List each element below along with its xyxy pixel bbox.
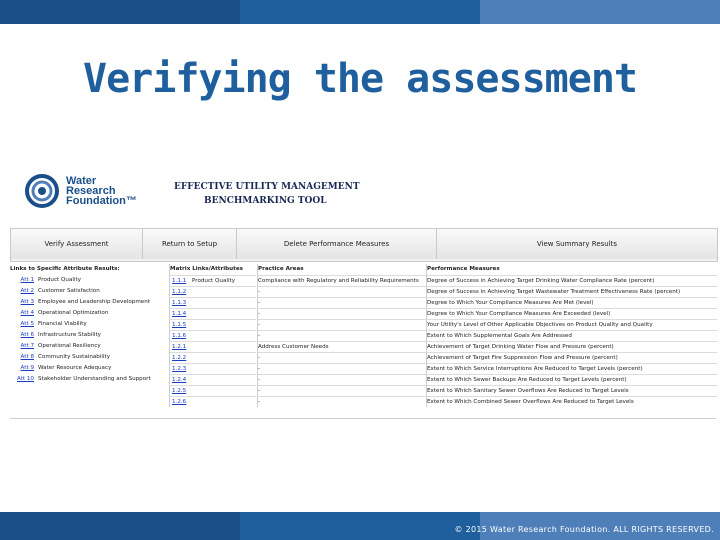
- performance-measure-cell: Degree of Success in Achieving Target Wastewater Treatment Effectiveness Rate (percent): [427, 286, 717, 297]
- metric-row: [170, 374, 256, 385]
- top-band: [0, 0, 720, 24]
- attribute-link[interactable]: Att 9: [20, 365, 34, 371]
- practice-areas-column: [257, 264, 426, 407]
- metric-link[interactable]: 1.1.3: [172, 300, 187, 306]
- performance-measure-cell: Degree to Which Your Compliance Measures Are Exceeded (level): [427, 308, 717, 319]
- performance-measure-cell: Degree of Success in Achieving Target Drinking Water Compliance Rate (percent): [427, 275, 717, 286]
- metric-row: [170, 363, 256, 374]
- performance-measures-column: [426, 264, 717, 407]
- metric-link[interactable]: 1.1.5: [172, 322, 187, 328]
- attribute-row: [10, 286, 168, 297]
- column-header: Performance Measures: [427, 266, 500, 272]
- attribute-row: [10, 297, 168, 308]
- performance-measure-cell: Your Utility's Level of Other Applicable Objectives on Product Quality and Quality: [427, 319, 717, 330]
- practice-area-cell: Address Customer Needs: [258, 341, 426, 352]
- metric-link[interactable]: 1.2.6: [172, 399, 187, 405]
- metric-row: [170, 352, 256, 363]
- attribute-label: Employee and Leadership Development: [38, 299, 150, 305]
- column-header: Matrix Links/Attributes: [170, 266, 243, 272]
- attribute-label: Product Quality: [38, 277, 82, 283]
- metric-link[interactable]: 1.1.1: [172, 278, 187, 284]
- performance-measure-cell: Degree to Which Your Compliance Measures Are Met (level): [427, 297, 717, 308]
- attribute-row: [10, 275, 168, 286]
- attribute-row: [10, 352, 168, 363]
- metric-row: [170, 308, 256, 319]
- attribute-link[interactable]: Att 7: [20, 343, 34, 349]
- metric-row: [170, 341, 256, 352]
- attribute-label: Infrastructure Stability: [38, 332, 101, 338]
- attribute-row: [10, 308, 168, 319]
- tool-title: EFFECTIVE UTILITY MANAGEMENT BENCHMARKING TOOL: [174, 182, 360, 206]
- practice-area-cell: -: [258, 319, 426, 330]
- practice-area-cell: -: [258, 297, 426, 308]
- attribute-label: Community Sustainability: [38, 354, 111, 360]
- toolbar: [10, 228, 718, 262]
- metric-label: Product Quality: [192, 278, 236, 284]
- practice-area-cell: -: [258, 286, 426, 297]
- performance-measure-cell: Extent to Which Supplemental Goals Are Addressed: [427, 330, 717, 341]
- practice-area-cell: -: [258, 363, 426, 374]
- performance-measure-cell: Extent to Which Sewer Backups Are Reduced to Target Levels (percent): [427, 374, 717, 385]
- attribute-row: [10, 341, 168, 352]
- metric-row: [170, 396, 256, 407]
- metric-row: [170, 385, 256, 396]
- metric-row: [170, 286, 256, 297]
- copyright-footer: © 2015 Water Research Foundation. ALL RIGHTS RESERVED.: [454, 525, 714, 534]
- metric-link[interactable]: 1.2.5: [172, 388, 187, 394]
- logo-text: Water Research Foundation™: [66, 175, 137, 207]
- logo-rings-icon: [24, 171, 64, 211]
- practice-area-cell: -: [258, 330, 426, 341]
- attribute-row: [10, 363, 168, 374]
- slide-title: Verifying the assessment: [83, 56, 637, 102]
- performance-measure-cell: Extent to Which Combined Sewer Overflows Are Reduced to Target Levels: [427, 396, 717, 407]
- attribute-row: [10, 330, 168, 341]
- column-header: Practice Areas: [258, 266, 304, 272]
- column-header: Links to Specific Attribute Results:: [10, 266, 120, 272]
- attribute-link[interactable]: Att 8: [20, 354, 34, 360]
- attribute-row: [10, 374, 168, 385]
- metric-link[interactable]: 1.1.2: [172, 289, 187, 295]
- matrix-links-column: [169, 264, 256, 407]
- practice-area-cell: -: [258, 308, 426, 319]
- attribute-row: [10, 319, 168, 330]
- metric-link[interactable]: 1.2.2: [172, 355, 187, 361]
- attribute-label: Financial Viability: [38, 321, 87, 327]
- attribute-link[interactable]: Att 10: [16, 376, 34, 382]
- water-research-foundation-logo: [24, 168, 164, 214]
- verify-assessment-button[interactable]: Verify Assessment: [11, 229, 143, 259]
- delete-performance-measures-button[interactable]: Delete Performance Measures: [237, 229, 437, 259]
- attribute-link[interactable]: Att 4: [20, 310, 34, 316]
- attribute-label: Customer Satisfaction: [38, 288, 100, 294]
- performance-measure-cell: Achievement of Target Drinking Water Flow and Pressure (percent): [427, 341, 717, 352]
- attribute-link[interactable]: Att 1: [20, 277, 34, 283]
- attribute-links-column: [10, 264, 168, 385]
- metric-row: [170, 319, 256, 330]
- return-to-setup-button[interactable]: Return to Setup: [143, 229, 237, 259]
- view-summary-results-button[interactable]: View Summary Results: [437, 229, 717, 259]
- metric-link[interactable]: 1.2.4: [172, 377, 187, 383]
- performance-measure-cell: Achievement of Target Fire Suppression Flow and Pressure (percent): [427, 352, 717, 363]
- practice-area-cell: Compliance with Regulatory and Reliability Requirements: [258, 275, 426, 286]
- metric-link[interactable]: 1.1.6: [172, 333, 187, 339]
- attribute-link[interactable]: Att 2: [20, 288, 34, 294]
- attribute-link[interactable]: Att 6: [20, 332, 34, 338]
- embedded-tool-screenshot: [10, 166, 718, 418]
- performance-measure-cell: Extent to Which Service Interruptions Are Reduced to Target Levels (percent): [427, 363, 717, 374]
- metric-link[interactable]: 1.2.1: [172, 344, 187, 350]
- metric-row: [170, 275, 256, 286]
- practice-area-cell: -: [258, 374, 426, 385]
- metric-row: [170, 330, 256, 341]
- attribute-label: Operational Optimization: [38, 310, 109, 316]
- metric-link[interactable]: 1.1.4: [172, 311, 187, 317]
- attribute-label: Stakeholder Understanding and Support: [38, 376, 151, 382]
- practice-area-cell: -: [258, 385, 426, 396]
- attribute-link[interactable]: Att 3: [20, 299, 34, 305]
- practice-area-cell: -: [258, 396, 426, 407]
- performance-measure-cell: Extent to Which Sanitary Sewer Overflows Are Reduced to Target Levels: [427, 385, 717, 396]
- metric-link[interactable]: 1.2.3: [172, 366, 187, 372]
- attribute-label: Operational Resiliency: [38, 343, 101, 349]
- practice-area-cell: -: [258, 352, 426, 363]
- attribute-label: Water Resource Adequacy: [38, 365, 112, 371]
- metric-row: [170, 297, 256, 308]
- attribute-link[interactable]: Att 5: [20, 321, 34, 327]
